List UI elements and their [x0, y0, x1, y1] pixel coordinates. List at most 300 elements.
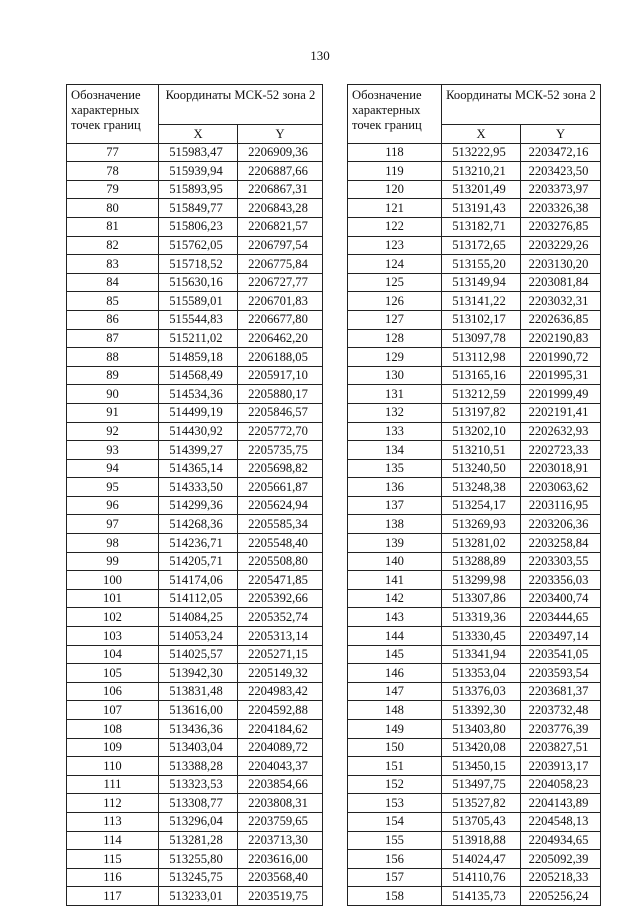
coordinates-header: Координаты МСК-52 зона 2	[442, 85, 601, 125]
point-number-cell: 124	[348, 255, 442, 274]
point-number-cell: 94	[67, 459, 159, 478]
y-coordinate-cell: 2205698,82	[238, 459, 323, 478]
x-coordinate-cell: 514084,25	[159, 608, 238, 627]
x-coordinate-cell: 513388,28	[159, 757, 238, 776]
point-number-cell: 110	[67, 757, 159, 776]
y-coordinate-cell: 2205392,66	[238, 589, 323, 608]
y-coordinate-cell: 2203444,65	[521, 608, 601, 627]
y-coordinate-cell: 2202632,93	[521, 422, 601, 441]
x-coordinate-cell: 513165,16	[442, 366, 521, 385]
x-coordinate-cell: 513102,17	[442, 310, 521, 329]
y-coordinate-cell: 2204184,62	[238, 720, 323, 739]
y-coordinate-cell: 2205149,32	[238, 664, 323, 683]
x-coordinate-cell: 513212,59	[442, 385, 521, 404]
point-number-cell: 82	[67, 236, 159, 255]
x-coordinate-cell: 515806,23	[159, 217, 238, 236]
y-coordinate-cell: 2201990,72	[521, 348, 601, 367]
point-number-cell: 125	[348, 273, 442, 292]
table-row	[348, 831, 601, 850]
x-coordinate-cell: 513255,80	[159, 850, 238, 869]
x-coordinate-cell: 513308,77	[159, 794, 238, 813]
x-coordinate-cell: 513233,01	[159, 887, 238, 906]
y-coordinate-cell: 2203854,66	[238, 775, 323, 794]
x-coordinate-cell: 514859,18	[159, 348, 238, 367]
x-coordinate-cell: 513248,38	[442, 478, 521, 497]
y-coordinate-cell: 2204934,65	[521, 831, 601, 850]
x-coordinate-cell: 515762,05	[159, 236, 238, 255]
y-coordinate-cell: 2203759,65	[238, 812, 323, 831]
table-row	[348, 515, 601, 534]
designation-header: Обозначение характерных точек границ	[348, 85, 442, 144]
x-coordinate-cell: 513182,71	[442, 217, 521, 236]
point-number-cell: 149	[348, 720, 442, 739]
y-coordinate-cell: 2203400,74	[521, 589, 601, 608]
table-row	[348, 217, 601, 236]
point-number-cell: 83	[67, 255, 159, 274]
y-coordinate-cell: 2206909,36	[238, 143, 323, 162]
table-row	[67, 887, 323, 906]
y-coordinate-cell: 2206887,66	[238, 162, 323, 181]
y-coordinate-cell: 2202190,83	[521, 329, 601, 348]
y-coordinate-cell: 2203681,37	[521, 682, 601, 701]
point-number-cell: 99	[67, 552, 159, 571]
x-coordinate-cell: 514174,06	[159, 571, 238, 590]
table-row	[348, 534, 601, 553]
y-coordinate-cell: 2205256,24	[521, 887, 601, 906]
table-row	[348, 459, 601, 478]
x-coordinate-cell: 513149,94	[442, 273, 521, 292]
coordinates-table-right	[347, 84, 601, 906]
point-number-cell: 145	[348, 645, 442, 664]
table-row	[67, 757, 323, 776]
y-coordinate-cell: 2205313,14	[238, 627, 323, 646]
x-header: X	[159, 125, 238, 144]
table-row	[348, 682, 601, 701]
y-coordinate-cell: 2204592,88	[238, 701, 323, 720]
point-number-cell: 151	[348, 757, 442, 776]
x-coordinate-cell: 513330,45	[442, 627, 521, 646]
table-header-row	[67, 85, 323, 125]
x-coordinate-cell: 514365,14	[159, 459, 238, 478]
point-number-cell: 79	[67, 180, 159, 199]
table-row	[348, 720, 601, 739]
table-row	[348, 589, 601, 608]
point-number-cell: 103	[67, 627, 159, 646]
point-number-cell: 120	[348, 180, 442, 199]
y-coordinate-cell: 2203827,51	[521, 738, 601, 757]
x-coordinate-cell: 513705,43	[442, 812, 521, 831]
y-coordinate-cell: 2203472,16	[521, 143, 601, 162]
point-number-cell: 81	[67, 217, 159, 236]
table-row	[67, 459, 323, 478]
x-coordinate-cell: 513942,30	[159, 664, 238, 683]
point-number-cell: 105	[67, 664, 159, 683]
point-number-cell: 140	[348, 552, 442, 571]
y-coordinate-cell: 2205271,15	[238, 645, 323, 664]
x-coordinate-cell: 513210,21	[442, 162, 521, 181]
x-coordinate-cell: 513376,03	[442, 682, 521, 701]
point-number-cell: 123	[348, 236, 442, 255]
table-row	[67, 812, 323, 831]
y-coordinate-cell: 2204058,23	[521, 775, 601, 794]
x-coordinate-cell: 513403,80	[442, 720, 521, 739]
table-row	[348, 757, 601, 776]
y-coordinate-cell: 2205508,80	[238, 552, 323, 571]
y-coordinate-cell: 2202636,85	[521, 310, 601, 329]
table-row	[348, 812, 601, 831]
table-row	[348, 366, 601, 385]
point-number-cell: 135	[348, 459, 442, 478]
x-coordinate-cell: 513497,75	[442, 775, 521, 794]
y-coordinate-cell: 2201995,31	[521, 366, 601, 385]
point-number-cell: 84	[67, 273, 159, 292]
table-row	[348, 255, 601, 274]
y-coordinate-cell: 2203713,30	[238, 831, 323, 850]
x-coordinate-cell: 514110,76	[442, 868, 521, 887]
point-number-cell: 143	[348, 608, 442, 627]
point-number-cell: 98	[67, 534, 159, 553]
table-row	[67, 217, 323, 236]
y-coordinate-cell: 2206188,05	[238, 348, 323, 367]
y-coordinate-cell: 2202191,41	[521, 403, 601, 422]
point-number-cell: 127	[348, 310, 442, 329]
point-number-cell: 100	[67, 571, 159, 590]
x-coordinate-cell: 513918,88	[442, 831, 521, 850]
point-number-cell: 88	[67, 348, 159, 367]
table-row	[67, 775, 323, 794]
y-coordinate-cell: 2203593,54	[521, 664, 601, 683]
y-coordinate-cell: 2203913,17	[521, 757, 601, 776]
x-coordinate-cell: 513254,17	[442, 496, 521, 515]
table-row	[67, 794, 323, 813]
x-coordinate-cell: 513527,82	[442, 794, 521, 813]
x-coordinate-cell: 513281,02	[442, 534, 521, 553]
table-row	[67, 255, 323, 274]
table-row	[348, 199, 601, 218]
x-coordinate-cell: 513141,22	[442, 292, 521, 311]
table-row	[67, 329, 323, 348]
point-number-cell: 104	[67, 645, 159, 664]
point-number-cell: 91	[67, 403, 159, 422]
x-coordinate-cell: 513307,86	[442, 589, 521, 608]
x-coordinate-cell: 513281,28	[159, 831, 238, 850]
x-coordinate-cell: 515589,01	[159, 292, 238, 311]
table-row	[348, 701, 601, 720]
y-coordinate-cell: 2205735,75	[238, 441, 323, 460]
x-coordinate-cell: 513172,65	[442, 236, 521, 255]
table-row	[67, 682, 323, 701]
x-coordinate-cell: 514025,57	[159, 645, 238, 664]
table-row	[67, 571, 323, 590]
x-coordinate-cell: 514135,73	[442, 887, 521, 906]
y-coordinate-cell: 2206727,77	[238, 273, 323, 292]
table-row	[348, 552, 601, 571]
point-number-cell: 133	[348, 422, 442, 441]
y-coordinate-cell: 2205092,39	[521, 850, 601, 869]
x-coordinate-cell: 514534,36	[159, 385, 238, 404]
table-row	[67, 868, 323, 887]
point-number-cell: 87	[67, 329, 159, 348]
point-number-cell: 111	[67, 775, 159, 794]
x-coordinate-cell: 513201,49	[442, 180, 521, 199]
table-row	[67, 180, 323, 199]
x-coordinate-cell: 513341,94	[442, 645, 521, 664]
x-coordinate-cell: 514112,05	[159, 589, 238, 608]
table-row	[348, 775, 601, 794]
table-row	[67, 664, 323, 683]
x-coordinate-cell: 513392,30	[442, 701, 521, 720]
x-coordinate-cell: 514024,47	[442, 850, 521, 869]
y-coordinate-cell: 2203206,36	[521, 515, 601, 534]
table-row	[67, 608, 323, 627]
point-number-cell: 89	[67, 366, 159, 385]
table-row	[67, 850, 323, 869]
table-row	[348, 887, 601, 906]
point-number-cell: 117	[67, 887, 159, 906]
table-row	[67, 720, 323, 739]
x-coordinate-cell: 513191,43	[442, 199, 521, 218]
x-coordinate-cell: 515983,47	[159, 143, 238, 162]
point-number-cell: 114	[67, 831, 159, 850]
point-number-cell: 92	[67, 422, 159, 441]
y-coordinate-cell: 2203130,20	[521, 255, 601, 274]
point-number-cell: 108	[67, 720, 159, 739]
y-coordinate-cell: 2206867,31	[238, 180, 323, 199]
table-row	[67, 273, 323, 292]
y-coordinate-cell: 2205624,94	[238, 496, 323, 515]
table-row	[67, 441, 323, 460]
point-number-cell: 85	[67, 292, 159, 311]
y-coordinate-cell: 2206677,80	[238, 310, 323, 329]
y-coordinate-cell: 2203776,39	[521, 720, 601, 739]
point-number-cell: 129	[348, 348, 442, 367]
y-coordinate-cell: 2205772,70	[238, 422, 323, 441]
y-coordinate-cell: 2203732,48	[521, 701, 601, 720]
table-row	[348, 162, 601, 181]
x-coordinate-cell: 513112,98	[442, 348, 521, 367]
y-coordinate-cell: 2203497,14	[521, 627, 601, 646]
point-number-cell: 93	[67, 441, 159, 460]
y-coordinate-cell: 2203229,26	[521, 236, 601, 255]
table-row	[67, 496, 323, 515]
point-number-cell: 144	[348, 627, 442, 646]
y-coordinate-cell: 2206701,83	[238, 292, 323, 311]
point-number-cell: 113	[67, 812, 159, 831]
y-coordinate-cell: 2205548,40	[238, 534, 323, 553]
table-row	[348, 664, 601, 683]
table-row	[348, 143, 601, 162]
table-row	[67, 366, 323, 385]
table-row	[67, 385, 323, 404]
point-number-cell: 136	[348, 478, 442, 497]
y-coordinate-cell: 2203519,75	[238, 887, 323, 906]
x-coordinate-cell: 513210,51	[442, 441, 521, 460]
table-row	[67, 348, 323, 367]
y-header: Y	[238, 125, 323, 144]
point-number-cell: 112	[67, 794, 159, 813]
x-coordinate-cell: 513202,10	[442, 422, 521, 441]
y-coordinate-cell: 2203356,03	[521, 571, 601, 590]
y-coordinate-cell: 2203568,40	[238, 868, 323, 887]
x-coordinate-cell: 515211,02	[159, 329, 238, 348]
designation-header: Обозначение характерных точек границ	[67, 85, 159, 144]
y-coordinate-cell: 2203616,00	[238, 850, 323, 869]
y-coordinate-cell: 2203373,97	[521, 180, 601, 199]
point-number-cell: 137	[348, 496, 442, 515]
coordinates-header: Координаты МСК-52 зона 2	[159, 85, 323, 125]
point-number-cell: 146	[348, 664, 442, 683]
x-coordinate-cell: 514205,71	[159, 552, 238, 571]
point-number-cell: 107	[67, 701, 159, 720]
y-coordinate-cell: 2205880,17	[238, 385, 323, 404]
x-coordinate-cell: 514399,27	[159, 441, 238, 460]
x-coordinate-cell: 513269,93	[442, 515, 521, 534]
point-number-cell: 158	[348, 887, 442, 906]
y-coordinate-cell: 2205917,10	[238, 366, 323, 385]
y-coordinate-cell: 2206821,57	[238, 217, 323, 236]
y-coordinate-cell: 2203276,85	[521, 217, 601, 236]
x-coordinate-cell: 514268,36	[159, 515, 238, 534]
point-number-cell: 95	[67, 478, 159, 497]
point-number-cell: 97	[67, 515, 159, 534]
x-coordinate-cell: 513319,36	[442, 608, 521, 627]
y-coordinate-cell: 2203081,84	[521, 273, 601, 292]
x-coordinate-cell: 513240,50	[442, 459, 521, 478]
point-number-cell: 126	[348, 292, 442, 311]
point-number-cell: 122	[348, 217, 442, 236]
table-row	[67, 199, 323, 218]
x-coordinate-cell: 513222,95	[442, 143, 521, 162]
table-row	[67, 552, 323, 571]
y-coordinate-cell: 2203258,84	[521, 534, 601, 553]
x-coordinate-cell: 514236,71	[159, 534, 238, 553]
y-coordinate-cell: 2204143,89	[521, 794, 601, 813]
x-coordinate-cell: 513353,04	[442, 664, 521, 683]
x-coordinate-cell: 515893,95	[159, 180, 238, 199]
point-number-cell: 102	[67, 608, 159, 627]
table-row	[348, 310, 601, 329]
x-coordinate-cell: 514053,24	[159, 627, 238, 646]
x-coordinate-cell: 515939,94	[159, 162, 238, 181]
point-number-cell: 96	[67, 496, 159, 515]
table-row	[348, 422, 601, 441]
table-row	[348, 403, 601, 422]
x-coordinate-cell: 513299,98	[442, 571, 521, 590]
y-coordinate-cell: 2205352,74	[238, 608, 323, 627]
point-number-cell: 78	[67, 162, 159, 181]
point-number-cell: 152	[348, 775, 442, 794]
point-number-cell: 132	[348, 403, 442, 422]
y-coordinate-cell: 2202723,33	[521, 441, 601, 460]
point-number-cell: 131	[348, 385, 442, 404]
point-number-cell: 147	[348, 682, 442, 701]
x-coordinate-cell: 515630,16	[159, 273, 238, 292]
table-row	[348, 850, 601, 869]
y-coordinate-cell: 2203541,05	[521, 645, 601, 664]
table-row	[67, 515, 323, 534]
y-header: Y	[521, 125, 601, 144]
y-coordinate-cell: 2203032,31	[521, 292, 601, 311]
table-row	[348, 292, 601, 311]
x-coordinate-cell: 515718,52	[159, 255, 238, 274]
table-row	[67, 738, 323, 757]
point-number-cell: 150	[348, 738, 442, 757]
x-coordinate-cell: 513197,82	[442, 403, 521, 422]
table-row	[67, 236, 323, 255]
y-coordinate-cell: 2204089,72	[238, 738, 323, 757]
table-row	[67, 162, 323, 181]
y-coordinate-cell: 2203808,31	[238, 794, 323, 813]
table-row	[348, 441, 601, 460]
x-coordinate-cell: 514430,92	[159, 422, 238, 441]
x-coordinate-cell: 514568,49	[159, 366, 238, 385]
x-coordinate-cell: 513420,08	[442, 738, 521, 757]
x-coordinate-cell: 513450,15	[442, 757, 521, 776]
table-row	[67, 831, 323, 850]
y-coordinate-cell: 2205471,85	[238, 571, 323, 590]
x-coordinate-cell: 513616,00	[159, 701, 238, 720]
x-header: X	[442, 125, 521, 144]
y-coordinate-cell: 2206797,54	[238, 236, 323, 255]
point-number-cell: 139	[348, 534, 442, 553]
x-coordinate-cell: 513296,04	[159, 812, 238, 831]
table-row	[348, 329, 601, 348]
x-coordinate-cell: 513436,36	[159, 720, 238, 739]
table-row	[348, 627, 601, 646]
table-row	[348, 608, 601, 627]
point-number-cell: 90	[67, 385, 159, 404]
table-row	[67, 292, 323, 311]
table-row	[67, 422, 323, 441]
y-coordinate-cell: 2204043,37	[238, 757, 323, 776]
x-coordinate-cell: 513403,04	[159, 738, 238, 757]
table-row	[67, 403, 323, 422]
point-number-cell: 101	[67, 589, 159, 608]
point-number-cell: 155	[348, 831, 442, 850]
table-row	[67, 478, 323, 497]
table-row	[67, 534, 323, 553]
x-coordinate-cell: 513831,48	[159, 682, 238, 701]
table-header-row	[348, 85, 601, 125]
point-number-cell: 128	[348, 329, 442, 348]
table-row	[67, 627, 323, 646]
x-coordinate-cell: 514333,50	[159, 478, 238, 497]
y-coordinate-cell: 2206843,28	[238, 199, 323, 218]
page-number: 130	[310, 48, 330, 63]
table-row	[348, 571, 601, 590]
x-coordinate-cell: 513155,20	[442, 255, 521, 274]
table-row	[67, 701, 323, 720]
point-number-cell: 119	[348, 162, 442, 181]
point-number-cell: 138	[348, 515, 442, 534]
point-number-cell: 141	[348, 571, 442, 590]
table-row	[67, 589, 323, 608]
y-coordinate-cell: 2205661,87	[238, 478, 323, 497]
point-number-cell: 106	[67, 682, 159, 701]
point-number-cell: 142	[348, 589, 442, 608]
y-coordinate-cell: 2203018,91	[521, 459, 601, 478]
y-coordinate-cell: 2204548,13	[521, 812, 601, 831]
point-number-cell: 121	[348, 199, 442, 218]
x-coordinate-cell: 515544,83	[159, 310, 238, 329]
y-coordinate-cell: 2201999,49	[521, 385, 601, 404]
point-number-cell: 86	[67, 310, 159, 329]
y-coordinate-cell: 2203326,38	[521, 199, 601, 218]
x-coordinate-cell: 515849,77	[159, 199, 238, 218]
x-coordinate-cell: 514499,19	[159, 403, 238, 422]
y-coordinate-cell: 2205218,33	[521, 868, 601, 887]
table-row	[348, 794, 601, 813]
